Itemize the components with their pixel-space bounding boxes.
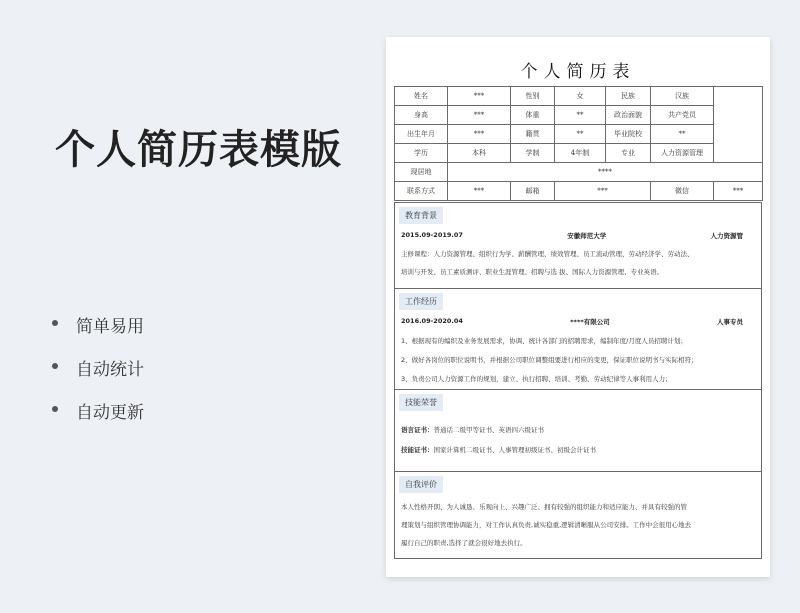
template-title: 个人简历表模版 xyxy=(55,127,342,173)
field-label: 籍贯 xyxy=(511,125,555,144)
field-value: *** xyxy=(448,87,511,106)
edu-major: 人力资源管 xyxy=(710,232,743,240)
field-label: 微信 xyxy=(651,182,714,201)
field-value: 共产党员 xyxy=(651,106,714,125)
table-row xyxy=(395,163,763,182)
skill-certificates: 技能证书：国家计算机二级证书、人事管理初级证书、初级会计证书 xyxy=(401,446,596,454)
self-evaluation-section xyxy=(395,471,761,559)
table-row xyxy=(395,125,763,144)
edu-period: 2015.09-2019.07 xyxy=(401,231,463,239)
edu-courses: 主修课程：人力资源管理、组织行为学、薪酬管理、绩效管理、员工流动管理、劳动经济学、劳动法、 xyxy=(401,250,694,258)
field-label: 联系方式 xyxy=(395,182,448,201)
resume-preview xyxy=(386,37,770,577)
field-value: 女 xyxy=(555,87,606,106)
self-eval-line: 理策划与组织管理协调能力，对工作认真负责,诚实稳重,逻辑清晰服从公司安排。工作中会很用心地去 xyxy=(401,521,692,529)
bullet-icon xyxy=(52,406,58,412)
work-duty: 1、根据现有的编织及业务发展需求，协调、统计各部门的招聘需求，编制年度/月度人员招聘计划； xyxy=(401,337,687,345)
field-label: 毕业院校 xyxy=(606,125,651,144)
field-label: 政治面貌 xyxy=(606,106,651,125)
field-value: 人力资源管理 xyxy=(651,144,714,163)
skills-section xyxy=(395,389,761,471)
self-eval-line: 履行自己的职责,选择了就会很好地去执行。 xyxy=(401,539,527,547)
field-value: *** xyxy=(448,182,511,201)
field-value: *** xyxy=(448,125,511,144)
table-row xyxy=(395,87,763,106)
field-value: *** xyxy=(714,182,763,201)
edu-school: 安徽师范大学 xyxy=(567,232,607,240)
field-value: 本科 xyxy=(448,144,511,163)
field-label: 学历 xyxy=(395,144,448,163)
edu-courses: 培训与开发、员工素质测评、职业生涯管理、招聘与选 拔、国际人力资源管理、专业英语。 xyxy=(401,268,664,276)
section-heading: 技能荣誉 xyxy=(399,394,443,411)
work-position: 人事专员 xyxy=(717,318,743,326)
field-label: 现居地 xyxy=(395,163,448,182)
section-heading: 教育背景 xyxy=(399,207,443,224)
field-label: 性别 xyxy=(511,87,555,106)
field-label: 姓名 xyxy=(395,87,448,106)
personal-info-table xyxy=(394,86,763,201)
field-label: 出生年月 xyxy=(395,125,448,144)
table-row xyxy=(395,144,763,163)
self-eval-line: 本人性格开朗、为人诚恳、乐观向上、兴趣广泛、拥有较强的组织能力和适应能力、并具有较强的管 xyxy=(401,503,687,511)
field-label: 学制 xyxy=(511,144,555,163)
feature-item: 自动统计 xyxy=(52,355,144,398)
field-label: 邮箱 xyxy=(511,182,555,201)
table-row xyxy=(395,106,763,125)
field-label: 专业 xyxy=(606,144,651,163)
feature-item: 简单易用 xyxy=(52,312,144,355)
language-certificates: 语言证书：普通话二级甲等证书、英语四六级证书 xyxy=(401,426,544,434)
resume-body xyxy=(394,202,762,559)
field-value: ** xyxy=(555,106,606,125)
bullet-icon xyxy=(52,363,58,369)
work-duty: 2、做好各岗位的职位说明书，并根据公司职位调整组要进行相应的变更，保证职位说明书与实际相符； xyxy=(401,356,698,364)
field-value: ** xyxy=(651,125,714,144)
field-label: 民族 xyxy=(606,87,651,106)
field-label: 身高 xyxy=(395,106,448,125)
field-value: 4年制 xyxy=(555,144,606,163)
photo-placeholder xyxy=(714,87,763,163)
section-heading: 工作经历 xyxy=(399,293,443,310)
field-label: 体重 xyxy=(511,106,555,125)
field-value: ** xyxy=(555,125,606,144)
section-heading: 自我评价 xyxy=(399,476,443,493)
work-duty: 3、负责公司人力资源工作的规划，建立、执行招聘、培训、考勤、劳动纪律等人事利用人力； xyxy=(401,375,672,383)
table-row xyxy=(395,182,763,201)
field-value: *** xyxy=(555,182,651,201)
work-period: 2016.09-2020.04 xyxy=(401,317,463,325)
bullet-icon xyxy=(52,320,58,326)
work-company: ****有限公司 xyxy=(570,318,610,326)
feature-item: 自动更新 xyxy=(52,398,144,441)
field-value: **** xyxy=(448,163,763,182)
field-value: 汉族 xyxy=(651,87,714,106)
feature-list xyxy=(52,312,144,441)
field-value: *** xyxy=(448,106,511,125)
work-section xyxy=(395,288,761,389)
education-section xyxy=(395,202,761,288)
resume-title: 个人简历表 xyxy=(520,62,636,82)
